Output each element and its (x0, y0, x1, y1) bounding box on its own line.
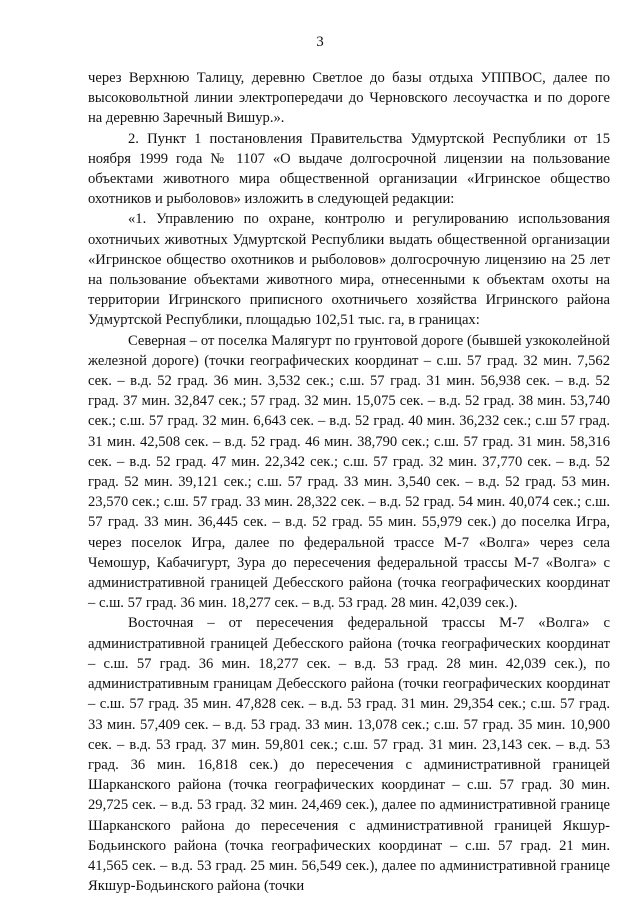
paragraph-continuation: через Верхнюю Талицу, деревню Светлое до базы отдыха УППВОС, далее по высоковольтной линии электропередачи до Черновского лесоучастка и по дороге на деревню Заречный Вишур.». (88, 70, 610, 127)
paragraph-northern-boundary: Северная – от поселка Малягурт по грунтовой дороге (бывшей узкоколейной железной дороге) (точки географических координат – с.ш. 57 град. 32 мин. 7,562 сек. – в.д. 52 град. 36 мин. 3,532 сек.; с.ш. 57 град. 31 мин. 56,938 сек. – в.д. 52 град. 37 мин. 32,847 сек.; 57 град. 32 мин. 15,075 сек. – в.д. 52 град. 38 мин. 53,740 сек.; с.ш. 57 град. 32 мин. 6,643 сек. – в.д. 52 град. 40 мин. 36,232 сек.; с.ш 57 град. 31 мин. 42,508 сек. – в.д. 52 град. 46 мин. 38,790 сек.; с.ш. 57 град. 31 мин. 58,316 сек. – в.д. 52 град. 47 мин. 22,342 сек.; с.ш. 57 град. 32 мин. 37,770 сек. – в.д. 52 град. 52 мин. 39,121 сек.; с.ш. 57 град. 33 мин. 3,540 сек. – в.д. 52 град. 53 мин. 23,570 сек.; с.ш. 57 град. 33 мин. 28,322 сек. – в.д. 52 град. 54 мин. 40,074 сек.; с.ш. 57 град. 33 мин. 36,445 сек. – в.д. 52 град. 55 мин. 55,979 сек.) до поселка Игра, через поселок Игра, далее по федеральной трассе М-7 «Волга» через села Чемошур, Кабачигурт, Зура до пересечения федеральной трассы М-7 «Волга» с административной границей Дебесского района (точка географических координат – с.ш. 57 град. 36 мин. 18,277 сек. – в.д. 53 град. 28 мин. 42,039 сек.). (88, 332, 610, 612)
paragraph-license-clause: «1. Управлению по охране, контролю и регулированию использования охотничьих животных Удмуртской Республики выдать общественной организации «Игринское общество охотников и рыболовов» долгосрочную лицензию на 25 лет на пользование объектами животного мира, отнесенными к объектам охоты на территории Игринского приписного охотничьего хозяйства Игринского района Удмуртской Республики, площадью 102,51 тыс. га, в границах: (88, 211, 610, 329)
paragraph-eastern-boundary: Восточная – от пересечения федеральной трассы М-7 «Волга» с административной границей Дебесского района (точка географических координат – с.ш. 57 град. 36 мин. 18,277 сек. – в.д. 53 град. 28 мин. 42,039 сек.), по административным границам Дебесского района (точки географических координат – с.ш. 57 град. 35 мин. 47,828 сек. – в.д. 53 град. 31 мин. 29,354 сек.; с.ш. 57 град. 33 мин. 57,409 сек. – в.д. 53 град. 33 мин. 13,078 сек.; с.ш. 57 град. 35 мин. 10,900 сек. – в.д. 53 град. 37 мин. 59,801 сек.; с.ш. 57 град. 31 мин. 23,143 сек. – в.д. 53 град. 36 мин. 16,818 сек.) до пересечения с административной границей Шарканского района (точка географических координат – с.ш. 57 град. 30 мин. 29,725 сек. – в.д. 53 град. 32 мин. 24,469 сек.), далее по административной границе Шарканского района до пересечения с административной границей Якшур-Бодьинского района (точка географических координат – с.ш. 57 град. 21 мин. 41,565 сек. – в.д. 53 град. 25 мин. 56,549 сек.), далее по административной границе Якшур-Бодьинского района (точки (88, 615, 610, 895)
page-number: 3 (316, 34, 324, 50)
paragraph-item-2: 2. Пункт 1 постановления Правительства Удмуртской Республики от 15 ноября 1999 года № 1107 «О выдаче долгосрочной лицензии на пользование объектами животного мира общественной организации «Игринское общество охотников и рыболовов» изложить в следующей редакции: (88, 130, 610, 208)
document-body (88, 68, 610, 896)
